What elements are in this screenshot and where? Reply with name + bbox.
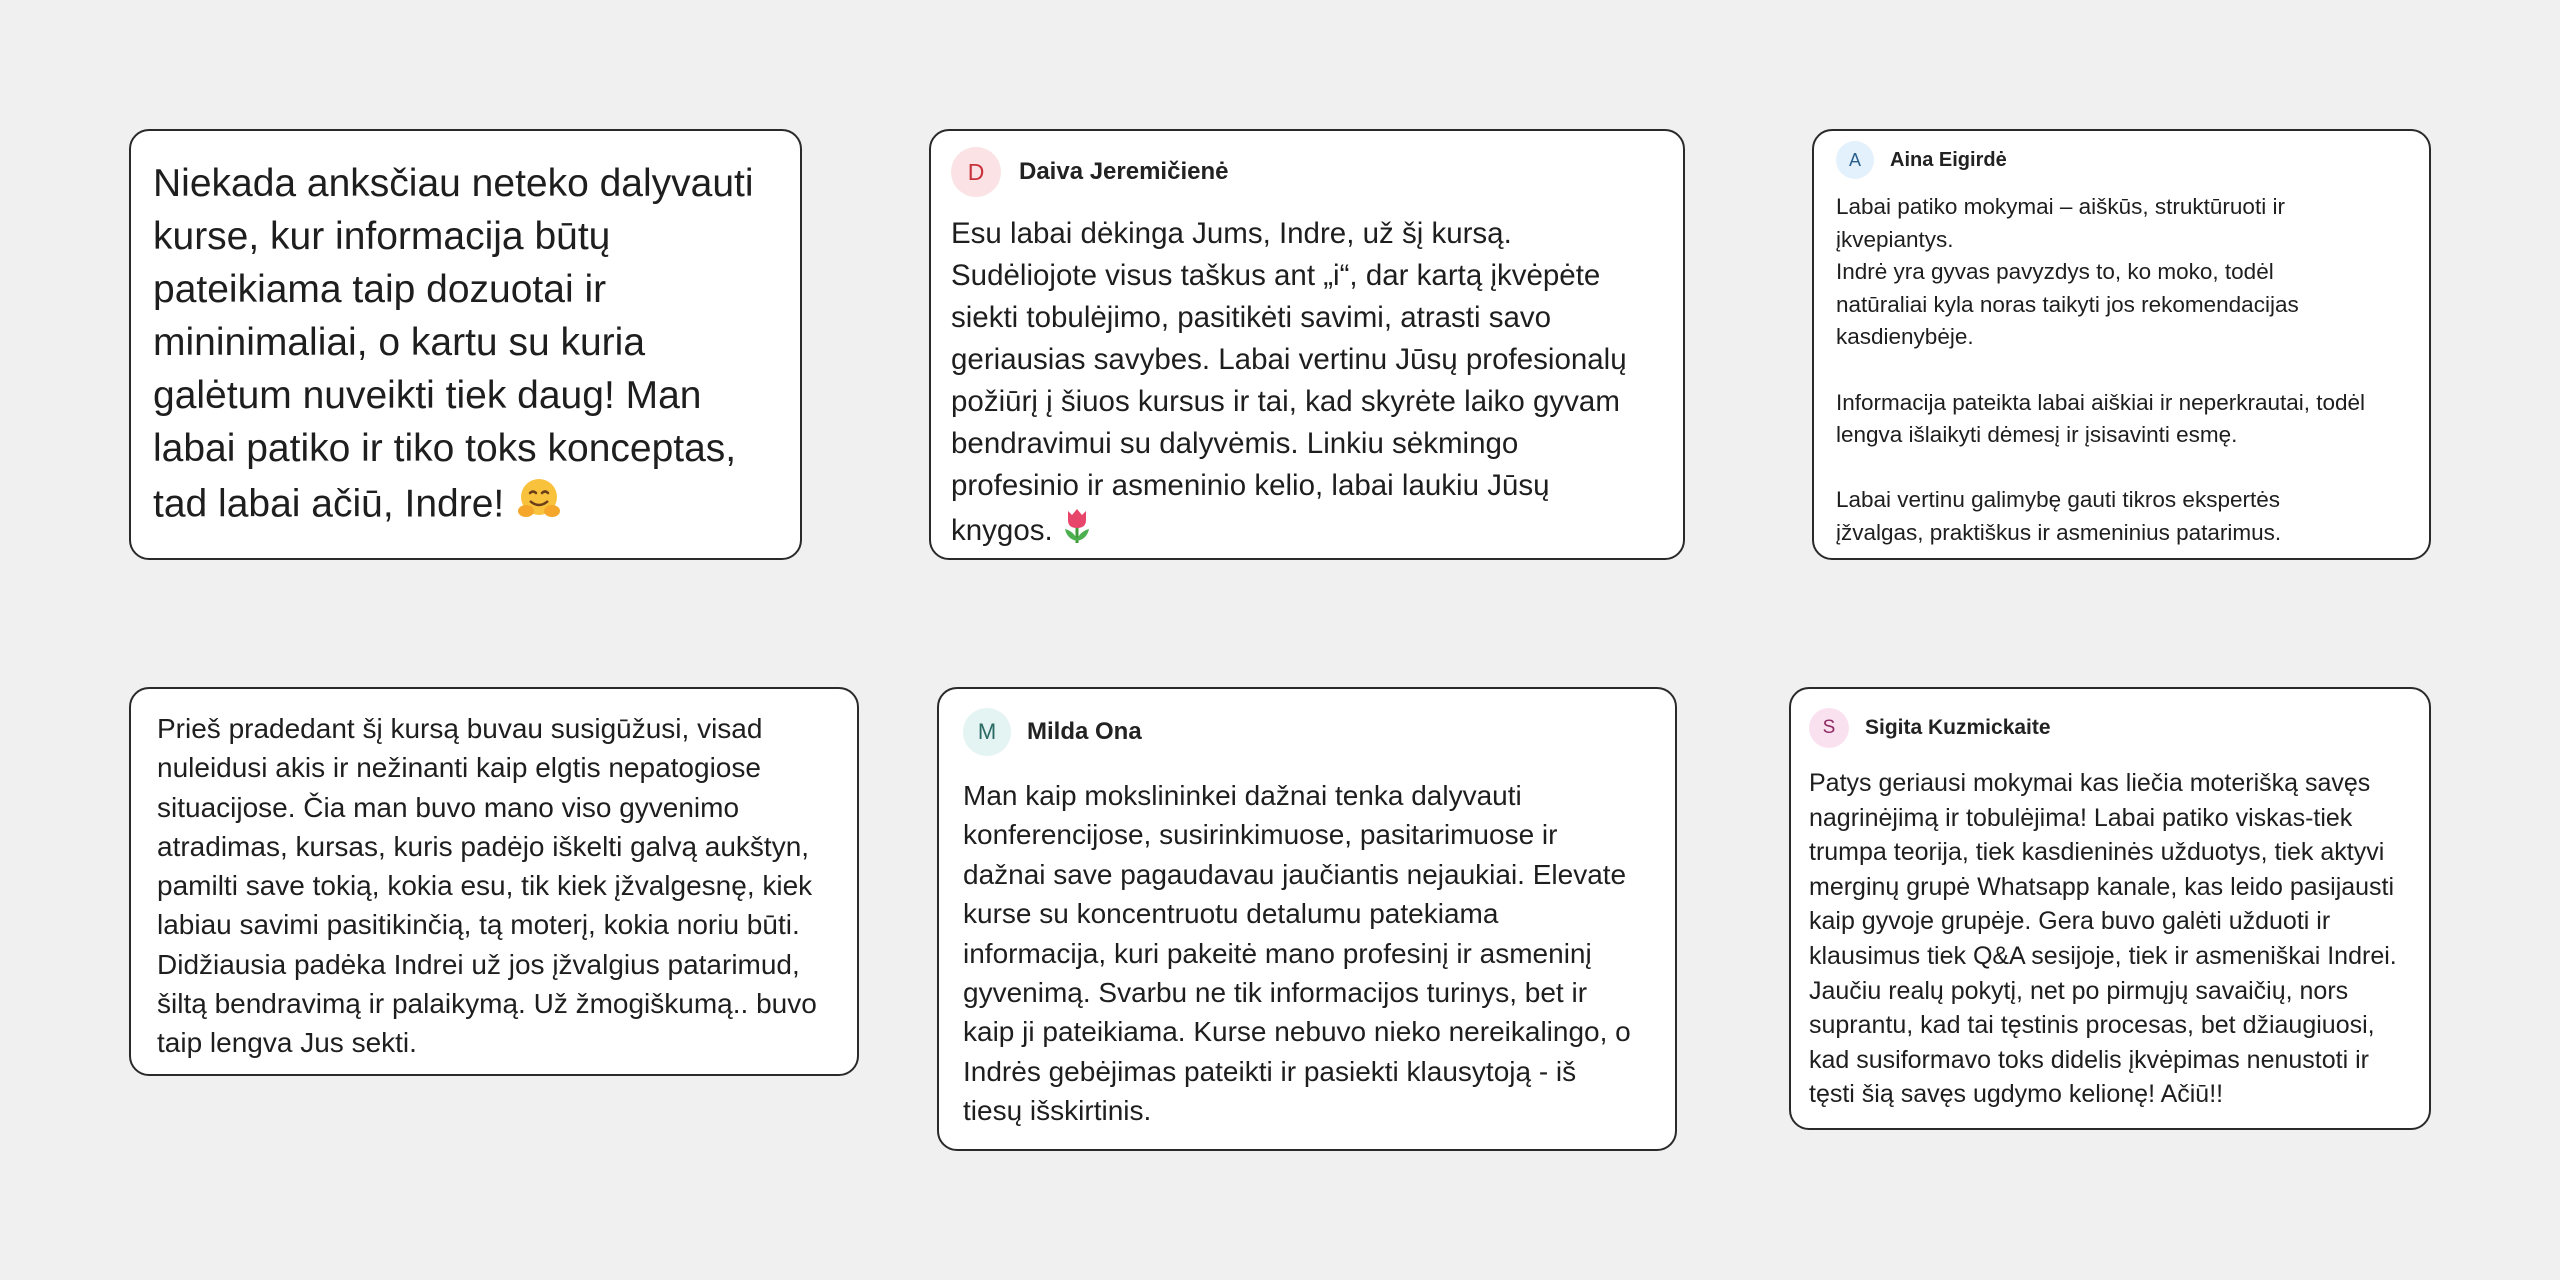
testimonial-text: Labai patiko mokymai – aiškūs, struktūruoti ir įkvepiantys. Indrė yra gyvas pavyzdys to, ko moko, todėl natūraliai kyla noras taikyti jos rekomendacijas kasdienybėje. Informacija pateikta labai aiškiai ir neperkrautai, todėl lengva išlaikyti dėmesį ir įsisavinti esmę. Labai vertinu galimybę gauti tikros ekspertės įžvalgas, praktiškus ir asmeninius patarimus. <box>1836 194 2366 545</box>
testimonial-text: Patys geriausi mokymai kas liečia moterišką savęs nagrinėjimą ir tobulėjima! Labai patiko viskas-tiek trumpa teorija, tiek kasdieninės užduotys, tiek aktyvi merginų grupė Whatsapp kanale, kas leido pasijausti kaip gyvoje grupėje. Gera buvo galėti užduoti ir klausimus tiek Q&A sesijoje, tiek ir asmeniškai Indrei. Jaučiu realų pokytį, net po pirmųjų savaičių, nors suprantu, kad tai tęstinis procesas, bet džiaugiuosi, kad susiformavo toks didelis įkvėpimas nenustoti ir tęsti šią savęs ugdymo kelionę! Ačiū!! <box>1809 769 2397 1109</box>
hugging-face-icon <box>515 475 563 537</box>
testimonial-body: Esu labai dėkinga Jums, Indre, už šį kursą. Sudėliojote visus taškus ant „i“, dar kartą įkvėpėte siekti tobulėjimo, pasitikėti savimi, atrasti savo geriausias savybes. Labai vertinu Jūsų profesionalų požiūrį į šiuos kursus ir tai, kad skyrėte laiko gyvam bendravimui su dalyvėmis. Linkiu sėkmingo profesinio ir asmeninio kelio, labai laukiu Jūsų knygos. <box>951 217 1627 547</box>
author-name: Daiva Jeremičienė <box>1019 158 1229 185</box>
testimonial-text <box>153 157 800 537</box>
testimonial-body: Niekada anksčiau neteko dalyvauti kurse, kur informacija būtų pateikiama taip dozuotai ir mininimaliai, o kartu su kuria galėtum nuveikti tiek daug! Man labai patiko ir tiko toks konceptas, tad labai ačiū, Indre! <box>153 162 754 526</box>
testimonial-card <box>129 687 859 1076</box>
avatar: S <box>1809 708 1849 748</box>
testimonial-text: Man kaip mokslininkei dažnai tenka dalyvauti konferencijose, susirinkimuose, pasitarimuose ir dažnai save pagaudavau jaučiantis nejaukiai. Elevate kurse su koncentruotu detalumu patekiama informacija, kuri pakeitė mano profesinį ir asmeninį gyvenimą. Svarbu ne tik informacijos turinys, bet ir kaip ji pateikiama. Kurse nebuvo nieko nereikalingo, o Indrės gebėjimas pateikti ir pasiekti klausytoją - iš tiesų išskirtinis. <box>963 780 1631 1127</box>
author-name: Sigita Kuzmickaite <box>1865 716 2051 739</box>
avatar: A <box>1836 141 1874 179</box>
testimonial-card <box>929 129 1685 560</box>
author-name: Milda Ona <box>1027 718 1142 745</box>
avatar: M <box>963 708 1011 756</box>
testimonial-header <box>951 147 1683 197</box>
testimonial-text: Prieš pradedant šį kursą buvau susigūžusi, visad nuleidusi akis ir nežinanti kaip elgtis nepatogiose situacijose. Čia man buvo mano viso gyvenimo atradimas, kursas, kuris padėjo iškelti galvą aukštyn, pamilti save tokią, kokia esu, tik kiek įžvalgesnę, kiek labiau savimi pasitikinčią, tą moterį, kokia noriu būti. Didžiausia padėka Indrei už jos įžvalgius patarimud, šiltą bendravimą ir palaikymą. Už žmogiškumą.. buvo taip lengva Jus sekti. <box>157 713 817 1059</box>
testimonial-text <box>951 213 1683 557</box>
testimonial-card <box>1812 129 2431 560</box>
tulip-icon <box>1061 507 1093 557</box>
avatar: D <box>951 147 1001 197</box>
testimonial-header <box>1809 708 2429 748</box>
testimonial-header <box>1836 141 2429 179</box>
testimonial-card <box>1789 687 2431 1130</box>
author-name: Aina Eigirdė <box>1890 148 2007 171</box>
testimonial-card <box>937 687 1677 1151</box>
testimonial-card <box>129 129 802 560</box>
testimonial-header <box>963 708 1675 756</box>
